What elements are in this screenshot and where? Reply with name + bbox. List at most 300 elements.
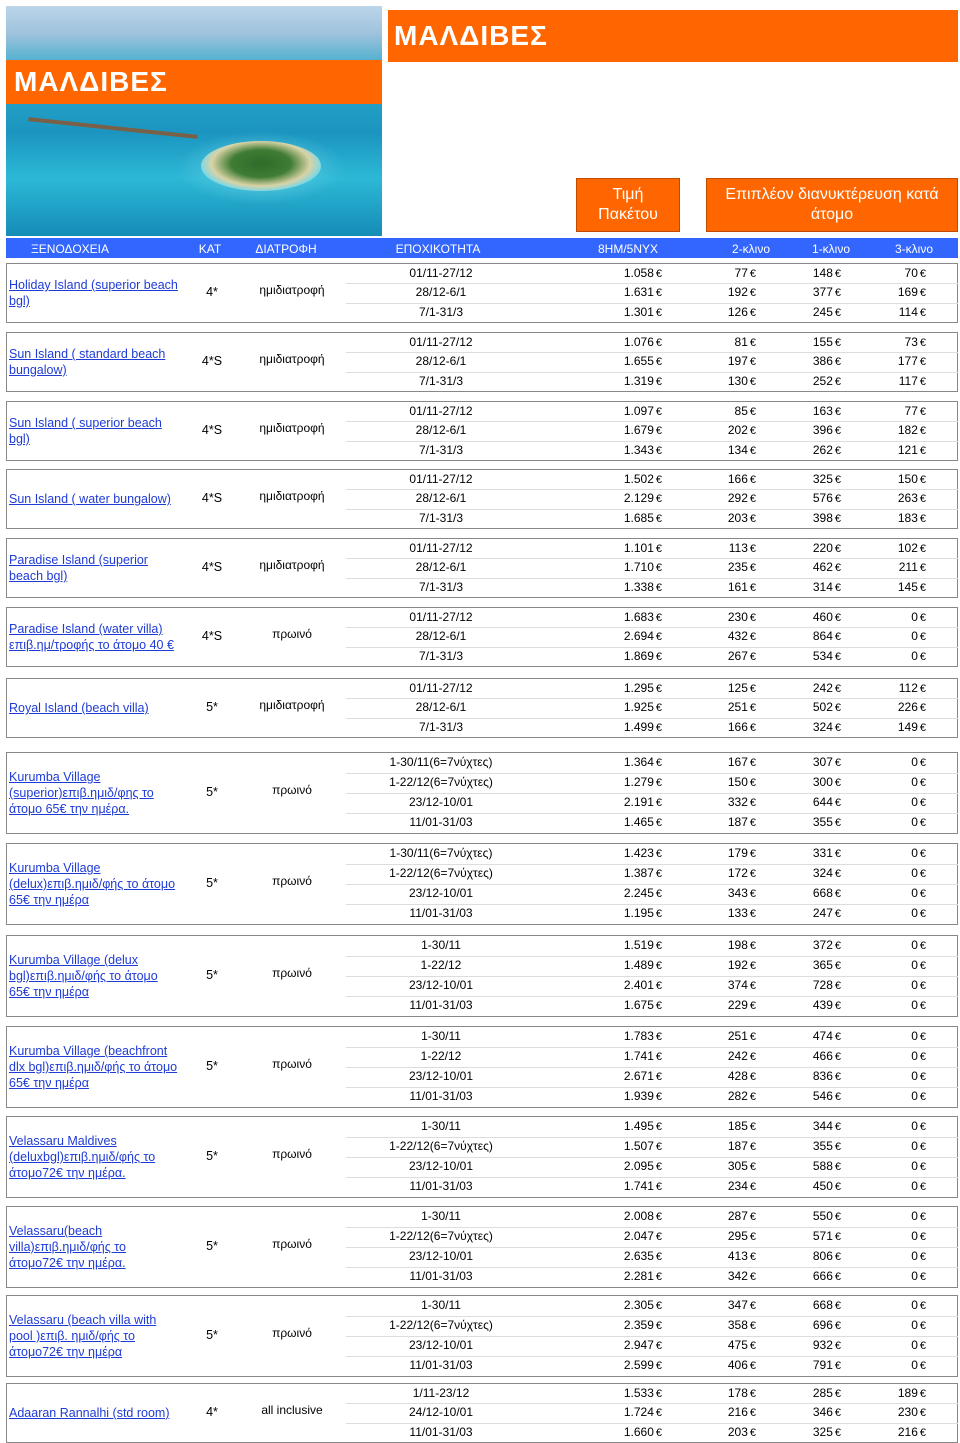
package-price-cell [580, 1316, 662, 1336]
triple-price-cell [876, 864, 926, 884]
double-price-cell [706, 1267, 756, 1287]
euro-sign: € [834, 1426, 841, 1439]
package-price-cell [580, 421, 662, 441]
season-cell [346, 647, 536, 666]
euro-sign: € [655, 1211, 662, 1223]
season-cell-value: 7/1-31/3 [418, 648, 464, 663]
double-price-cell [706, 441, 756, 461]
single-price-cell [791, 956, 841, 976]
hotel-block [6, 607, 958, 667]
triple-price-cell [876, 1157, 926, 1177]
row-divider [346, 956, 958, 957]
euro-sign: € [919, 1251, 926, 1263]
double-price-cell [706, 718, 756, 738]
euro-sign: € [834, 474, 841, 486]
season-cell-value: 23/12-10/01 [408, 1159, 474, 1173]
season-row [6, 1207, 958, 1226]
season-row [6, 1384, 958, 1403]
hotel-board: ημιδιατροφή [259, 421, 325, 435]
row-divider [346, 813, 958, 814]
season-cell [346, 1027, 536, 1046]
euro-sign: € [834, 493, 841, 506]
triple-price-cell [876, 976, 926, 996]
season-cell-value: 11/01-31/03 [409, 1358, 473, 1372]
double-price-cell [706, 402, 756, 422]
package-price-cell-value: 1.655 [623, 354, 654, 369]
single-price-cell-value: 314 [812, 579, 833, 594]
island-shape [201, 141, 321, 191]
single-price-cell-value: 346 [812, 1405, 833, 1420]
euro-sign: € [749, 1000, 756, 1012]
triple-price-cell [876, 627, 926, 647]
hotel-name-link[interactable]: Adaaran Rannalhi (std room) [9, 1406, 170, 1420]
triple-price-cell-value: 0 [911, 958, 918, 972]
euro-sign: € [749, 1426, 756, 1439]
single-price-cell-value: 163 [812, 404, 833, 418]
single-price-cell-value: 148 [812, 266, 833, 280]
single-price-cell [791, 647, 841, 667]
season-row [6, 608, 958, 627]
row-divider [346, 1067, 958, 1068]
euro-sign: € [749, 1141, 756, 1153]
double-price-cell-value: 229 [727, 998, 748, 1012]
single-price-cell [791, 1316, 841, 1336]
triple-price-cell [876, 698, 926, 718]
double-price-cell [706, 1027, 756, 1047]
season-row [6, 1227, 958, 1246]
euro-sign: € [749, 631, 756, 644]
package-price-cell-value: 1.499 [623, 719, 654, 734]
package-price-cell-value: 1.741 [623, 1179, 654, 1193]
maldives-photo [6, 6, 382, 236]
euro-sign: € [749, 1360, 756, 1372]
euro-sign: € [655, 1231, 662, 1243]
season-cell-value: 28/12-6/1 [415, 423, 467, 438]
triple-price-cell [876, 558, 926, 578]
season-cell-value: 1-30/11 [421, 1298, 461, 1312]
euro-sign: € [749, 425, 756, 438]
triple-price-cell-value: 0 [911, 906, 918, 920]
double-price-cell [706, 1207, 756, 1227]
triple-price-cell-value: 145 [897, 579, 918, 594]
package-price-cell [580, 578, 662, 598]
single-price-cell-value: 324 [812, 866, 833, 880]
double-price-cell-value: 172 [727, 866, 748, 880]
hotel-board: πρωινό [272, 1147, 312, 1161]
double-price-cell-value: 343 [727, 886, 748, 900]
euro-sign: € [919, 562, 926, 575]
hotel-name-link[interactable]: Kurumba Village (beachfront dlx bgl)επιβ.ημιδ/φής το άτομο 65€ την ημέρα [9, 1044, 178, 1090]
season-row [6, 1067, 958, 1086]
package-price-cell-value: 2.008 [623, 1209, 654, 1223]
season-cell [346, 1137, 536, 1156]
double-price-cell-value: 251 [727, 1029, 748, 1043]
euro-sign: € [834, 1181, 841, 1193]
euro-sign: € [749, 356, 756, 369]
euro-sign: € [834, 543, 841, 555]
single-price-cell [791, 333, 841, 353]
season-cell-value: 01/11-27/12 [409, 266, 473, 280]
season-cell [346, 1423, 536, 1442]
double-price-cell-value: 130 [727, 373, 748, 388]
package-price-cell-value: 1.465 [623, 815, 654, 829]
euro-sign: € [834, 406, 841, 418]
triple-price-cell-value: 117 [898, 373, 918, 388]
hotel-name-link[interactable]: Sun Island ( superior beach bgl) [9, 416, 162, 446]
triple-price-cell [876, 1423, 926, 1443]
hotel-name-link[interactable]: Paradise Island (water villa) επιβ.ημ/τροφής το άτομο 40 € [9, 622, 174, 652]
season-cell-value: 1-22/12(6=7νύχτες) [389, 866, 493, 880]
single-price-cell [791, 1403, 841, 1423]
single-price-cell [791, 1267, 841, 1287]
hotel-name-link[interactable]: Kurumba Village (delux)επιβ.ημιδ/φής το άτομο 65€ την ημέρα [9, 861, 176, 907]
triple-price-cell-value: 0 [911, 846, 918, 860]
hotel-name-link[interactable]: Paradise Island (superior beach bgl) [9, 553, 148, 583]
double-price-cell-value: 295 [727, 1229, 748, 1243]
triple-price-cell [876, 352, 926, 372]
hotel-name-link[interactable]: Kurumba Village (delux bgl)επιβ.ημιδ/φής το άτομο 65€ την ημέρα [9, 953, 158, 999]
euro-sign: € [919, 375, 926, 388]
euro-sign: € [655, 1271, 662, 1283]
package-price-cell [580, 753, 662, 773]
col-season: ΕΠΟΧΙΚΟΤΗΤΑ [395, 242, 481, 256]
single-price-cell [791, 539, 841, 559]
package-price-cell-value: 1.925 [623, 700, 654, 715]
single-price-cell [791, 608, 841, 628]
package-price-cell-value: 1.507 [623, 1139, 654, 1153]
row-divider [346, 1356, 958, 1357]
season-cell-value: 23/12-10/01 [408, 978, 474, 992]
single-price-cell-value: 398 [812, 510, 833, 525]
triple-price-cell-value: 0 [911, 815, 918, 829]
hotel-name-link[interactable]: Holiday Island (superior beach bgl) [9, 278, 178, 308]
package-price-cell [580, 773, 662, 793]
season-row [6, 1356, 958, 1375]
season-cell-value: 23/12-10/01 [408, 886, 474, 900]
double-price-cell [706, 698, 756, 718]
single-price-cell-value: 806 [812, 1249, 833, 1263]
euro-sign: € [919, 444, 926, 457]
euro-sign: € [655, 1051, 662, 1063]
hotel-board: all inclusive [261, 1403, 323, 1417]
euro-sign: € [655, 375, 662, 388]
single-price-cell-value: 300 [812, 775, 833, 789]
triple-price-cell [876, 1137, 926, 1157]
single-price-cell [791, 1067, 841, 1087]
season-row [6, 1316, 958, 1335]
single-price-cell-value: 331 [812, 846, 833, 860]
euro-sign: € [834, 287, 841, 300]
season-cell [346, 489, 536, 508]
season-cell-value: 7/1-31/3 [418, 304, 464, 319]
season-row [6, 1027, 958, 1046]
euro-sign: € [834, 425, 841, 438]
triple-price-cell [876, 1316, 926, 1336]
double-price-cell-value: 292 [727, 491, 748, 506]
double-price-cell-value: 413 [727, 1249, 748, 1263]
triple-price-cell-value: 0 [911, 1119, 918, 1133]
double-price-cell [706, 1403, 756, 1423]
euro-sign: € [834, 356, 841, 369]
hotel-category: 4*S [201, 491, 223, 505]
single-price-cell [791, 679, 841, 699]
hotel-name-link[interactable]: Sun Island ( water bungalow) [9, 492, 171, 506]
season-cell-value: 11/01-31/03 [409, 1424, 473, 1439]
package-price-cell-value: 2.635 [623, 1249, 654, 1263]
euro-sign: € [834, 650, 841, 663]
euro-sign: € [749, 1031, 756, 1043]
hotel-name-link[interactable]: Royal Island (beach villa) [9, 701, 149, 715]
hotel-category: 5* [206, 1059, 218, 1073]
package-price-cell-value: 1.423 [623, 846, 654, 860]
euro-sign: € [919, 474, 926, 486]
season-cell [346, 904, 536, 923]
package-price-cell-value: 2.401 [623, 978, 654, 992]
package-price-cell-value: 2.694 [623, 629, 654, 644]
euro-sign: € [834, 1340, 841, 1352]
triple-price-cell-value: 211 [898, 560, 918, 575]
euro-sign: € [919, 1407, 926, 1420]
package-price-cell-value: 1.710 [623, 560, 654, 575]
package-price-cell [580, 1356, 662, 1376]
season-cell [346, 283, 536, 302]
euro-sign: € [749, 980, 756, 992]
euro-sign: € [655, 683, 662, 695]
hotel-category: 5* [206, 1149, 218, 1163]
euro-sign: € [749, 1340, 756, 1352]
euro-sign: € [749, 1388, 756, 1400]
hotel-block [6, 263, 958, 323]
hotel-board: ημιδιατροφή [259, 352, 325, 366]
triple-price-cell [876, 1177, 926, 1197]
season-cell-value: 28/12-6/1 [415, 285, 467, 300]
single-price-cell [791, 1027, 841, 1047]
euro-sign: € [655, 581, 662, 594]
triple-price-cell [876, 1207, 926, 1227]
triple-price-cell-value: 0 [911, 1089, 918, 1103]
single-price-cell-value: 466 [812, 1049, 833, 1063]
euro-sign: € [919, 268, 926, 280]
single-price-cell [791, 1356, 841, 1376]
double-price-cell-value: 167 [727, 755, 748, 769]
package-price-cell [580, 608, 662, 628]
double-price-cell-value: 282 [727, 1089, 748, 1103]
package-price-cell [580, 402, 662, 422]
season-cell-value: 1-22/12 [420, 958, 462, 972]
season-cell [346, 936, 536, 955]
season-cell [346, 352, 536, 371]
euro-sign: € [834, 581, 841, 594]
season-row [6, 558, 958, 577]
triple-price-cell-value: 0 [911, 1358, 918, 1372]
package-price-cell [580, 647, 662, 667]
row-divider [346, 647, 958, 648]
hotel-board: πρωινό [272, 627, 312, 641]
triple-price-cell [876, 372, 926, 392]
euro-sign: € [749, 1251, 756, 1263]
euro-sign: € [749, 848, 756, 860]
package-price-cell-value: 2.359 [623, 1318, 654, 1332]
double-price-cell [706, 844, 756, 864]
row-divider [346, 421, 958, 422]
triple-price-cell [876, 489, 926, 509]
euro-sign: € [919, 777, 926, 789]
euro-sign: € [834, 757, 841, 769]
euro-sign: € [919, 337, 926, 349]
double-price-cell [706, 996, 756, 1016]
hotel-category: 4*S [201, 560, 223, 574]
hotel-block [6, 1206, 958, 1288]
package-price-cell [580, 679, 662, 699]
euro-sign: € [919, 1340, 926, 1352]
euro-sign: € [919, 612, 926, 624]
euro-sign: € [834, 337, 841, 349]
double-price-cell-value: 77 [734, 266, 748, 280]
hotel-name-link[interactable]: Velassaru(beach villa)επιβ.ημιδ/φής το άτομο72€ την ημέρα. [9, 1224, 126, 1270]
single-price-cell-value: 450 [812, 1179, 833, 1193]
double-price-cell-value: 161 [727, 579, 748, 594]
package-price-cell-value: 1.783 [623, 1029, 654, 1043]
double-price-cell-value: 179 [727, 846, 748, 860]
single-price-cell-value: 220 [812, 541, 833, 555]
euro-sign: € [919, 1181, 926, 1193]
row-divider [346, 996, 958, 997]
package-price-cell-value: 1.869 [623, 648, 654, 663]
euro-sign: € [919, 1211, 926, 1223]
triple-price-cell [876, 421, 926, 441]
season-row [6, 844, 958, 863]
euro-sign: € [919, 1231, 926, 1243]
single-price-cell-value: 324 [812, 719, 833, 734]
package-price-cell-value: 1.058 [623, 266, 654, 280]
season-cell [346, 844, 536, 863]
season-cell [346, 1047, 536, 1066]
euro-sign: € [834, 444, 841, 457]
euro-sign: € [655, 1320, 662, 1332]
euro-sign: € [749, 337, 756, 349]
double-price-cell-value: 85 [734, 404, 748, 418]
euro-sign: € [749, 1211, 756, 1223]
package-price-cell-value: 2.129 [623, 491, 654, 506]
season-cell-value: 1-22/12(6=7νύχτες) [389, 775, 493, 789]
season-cell [346, 1247, 536, 1266]
header-package-price [576, 178, 680, 232]
single-price-cell-value: 588 [812, 1159, 833, 1173]
season-cell [346, 1356, 536, 1375]
package-price-cell [580, 470, 662, 490]
euro-sign: € [834, 683, 841, 695]
col-hotels: ΞΕΝΟΔΟΧΕΙΑ [31, 242, 109, 256]
triple-price-cell-value: 0 [911, 755, 918, 769]
euro-sign: € [749, 940, 756, 952]
row-divider [346, 509, 958, 510]
hotel-name-link[interactable]: Velassaru (beach villa with pool )επιβ. ημιδ/φής το άτομο72€ την ημέρα [9, 1313, 157, 1359]
triple-price-cell-value: 263 [897, 491, 918, 506]
package-price-cell [580, 1047, 662, 1067]
package-price-cell-value: 1.675 [623, 998, 654, 1012]
triple-price-cell-value: 0 [911, 1139, 918, 1153]
double-price-cell [706, 793, 756, 813]
single-price-cell-value: 155 [812, 335, 833, 349]
single-price-cell [791, 441, 841, 461]
euro-sign: € [655, 1340, 662, 1352]
euro-sign: € [834, 1320, 841, 1332]
hotel-category: 5* [206, 1239, 218, 1253]
hotel-category: 5* [206, 968, 218, 982]
euro-sign: € [749, 562, 756, 575]
season-cell [346, 333, 536, 352]
euro-sign: € [655, 1121, 662, 1133]
double-price-cell-value: 428 [727, 1069, 748, 1083]
euro-sign: € [834, 268, 841, 280]
euro-sign: € [834, 848, 841, 860]
euro-sign: € [834, 797, 841, 809]
triple-price-cell [876, 1356, 926, 1376]
season-row [6, 421, 958, 440]
package-price-cell-value: 1.502 [623, 472, 654, 486]
hotel-name-link[interactable]: Velassaru Maldives (deluxbgl)επιβ.ημιδ/φής το άτομο72€ την ημέρα. [9, 1134, 156, 1180]
season-row [6, 372, 958, 391]
triple-price-cell-value: 0 [911, 610, 918, 624]
season-cell [346, 608, 536, 627]
double-price-cell-value: 475 [727, 1338, 748, 1352]
euro-sign: € [834, 1211, 841, 1223]
package-price-cell-value: 2.245 [623, 886, 654, 900]
package-price-cell [580, 1336, 662, 1356]
package-price-cell-value: 1.338 [623, 579, 654, 594]
triple-price-cell-value: 0 [911, 998, 918, 1012]
single-price-cell [791, 352, 841, 372]
hotel-name-link[interactable]: Sun Island ( standard beach bungalow) [9, 347, 166, 377]
euro-sign: € [919, 1320, 926, 1332]
season-cell [346, 1117, 536, 1136]
season-cell-value: 01/11-27/12 [409, 472, 473, 486]
season-cell-value: 11/01-31/03 [409, 1269, 473, 1283]
triple-price-cell-value: 112 [898, 681, 918, 695]
triple-price-cell-value: 0 [911, 775, 918, 789]
euro-sign: € [919, 425, 926, 438]
hotel-name-link[interactable]: Kurumba Village (superior)επιβ.ημιδ/φης το άτομο 65€ την ημέρα. [9, 770, 154, 816]
season-row [6, 698, 958, 717]
package-price-cell [580, 1207, 662, 1227]
season-cell-value: 1/11-23/12 [412, 1386, 470, 1400]
triple-price-cell [876, 679, 926, 699]
triple-price-cell [876, 578, 926, 598]
euro-sign: € [655, 1251, 662, 1263]
season-cell [346, 679, 536, 698]
hotel-category: 5* [206, 1328, 218, 1342]
euro-sign: € [655, 444, 662, 457]
season-row [6, 647, 958, 666]
package-price-cell [580, 1157, 662, 1177]
triple-price-cell [876, 1267, 926, 1287]
season-cell [346, 558, 536, 577]
season-cell-value: 11/01-31/03 [409, 998, 473, 1012]
row-divider [346, 718, 958, 719]
season-cell-value: 7/1-31/3 [418, 510, 464, 525]
package-price-cell-value: 1.495 [623, 1119, 654, 1133]
season-cell [346, 1067, 536, 1086]
single-price-cell-value: 932 [812, 1338, 833, 1352]
single-price-cell [791, 793, 841, 813]
single-price-cell [791, 996, 841, 1016]
row-divider [346, 489, 958, 490]
package-price-cell [580, 1067, 662, 1087]
hotel-category: 4* [206, 285, 218, 299]
row-divider [346, 904, 958, 905]
row-divider [346, 1267, 958, 1268]
season-row [6, 283, 958, 302]
